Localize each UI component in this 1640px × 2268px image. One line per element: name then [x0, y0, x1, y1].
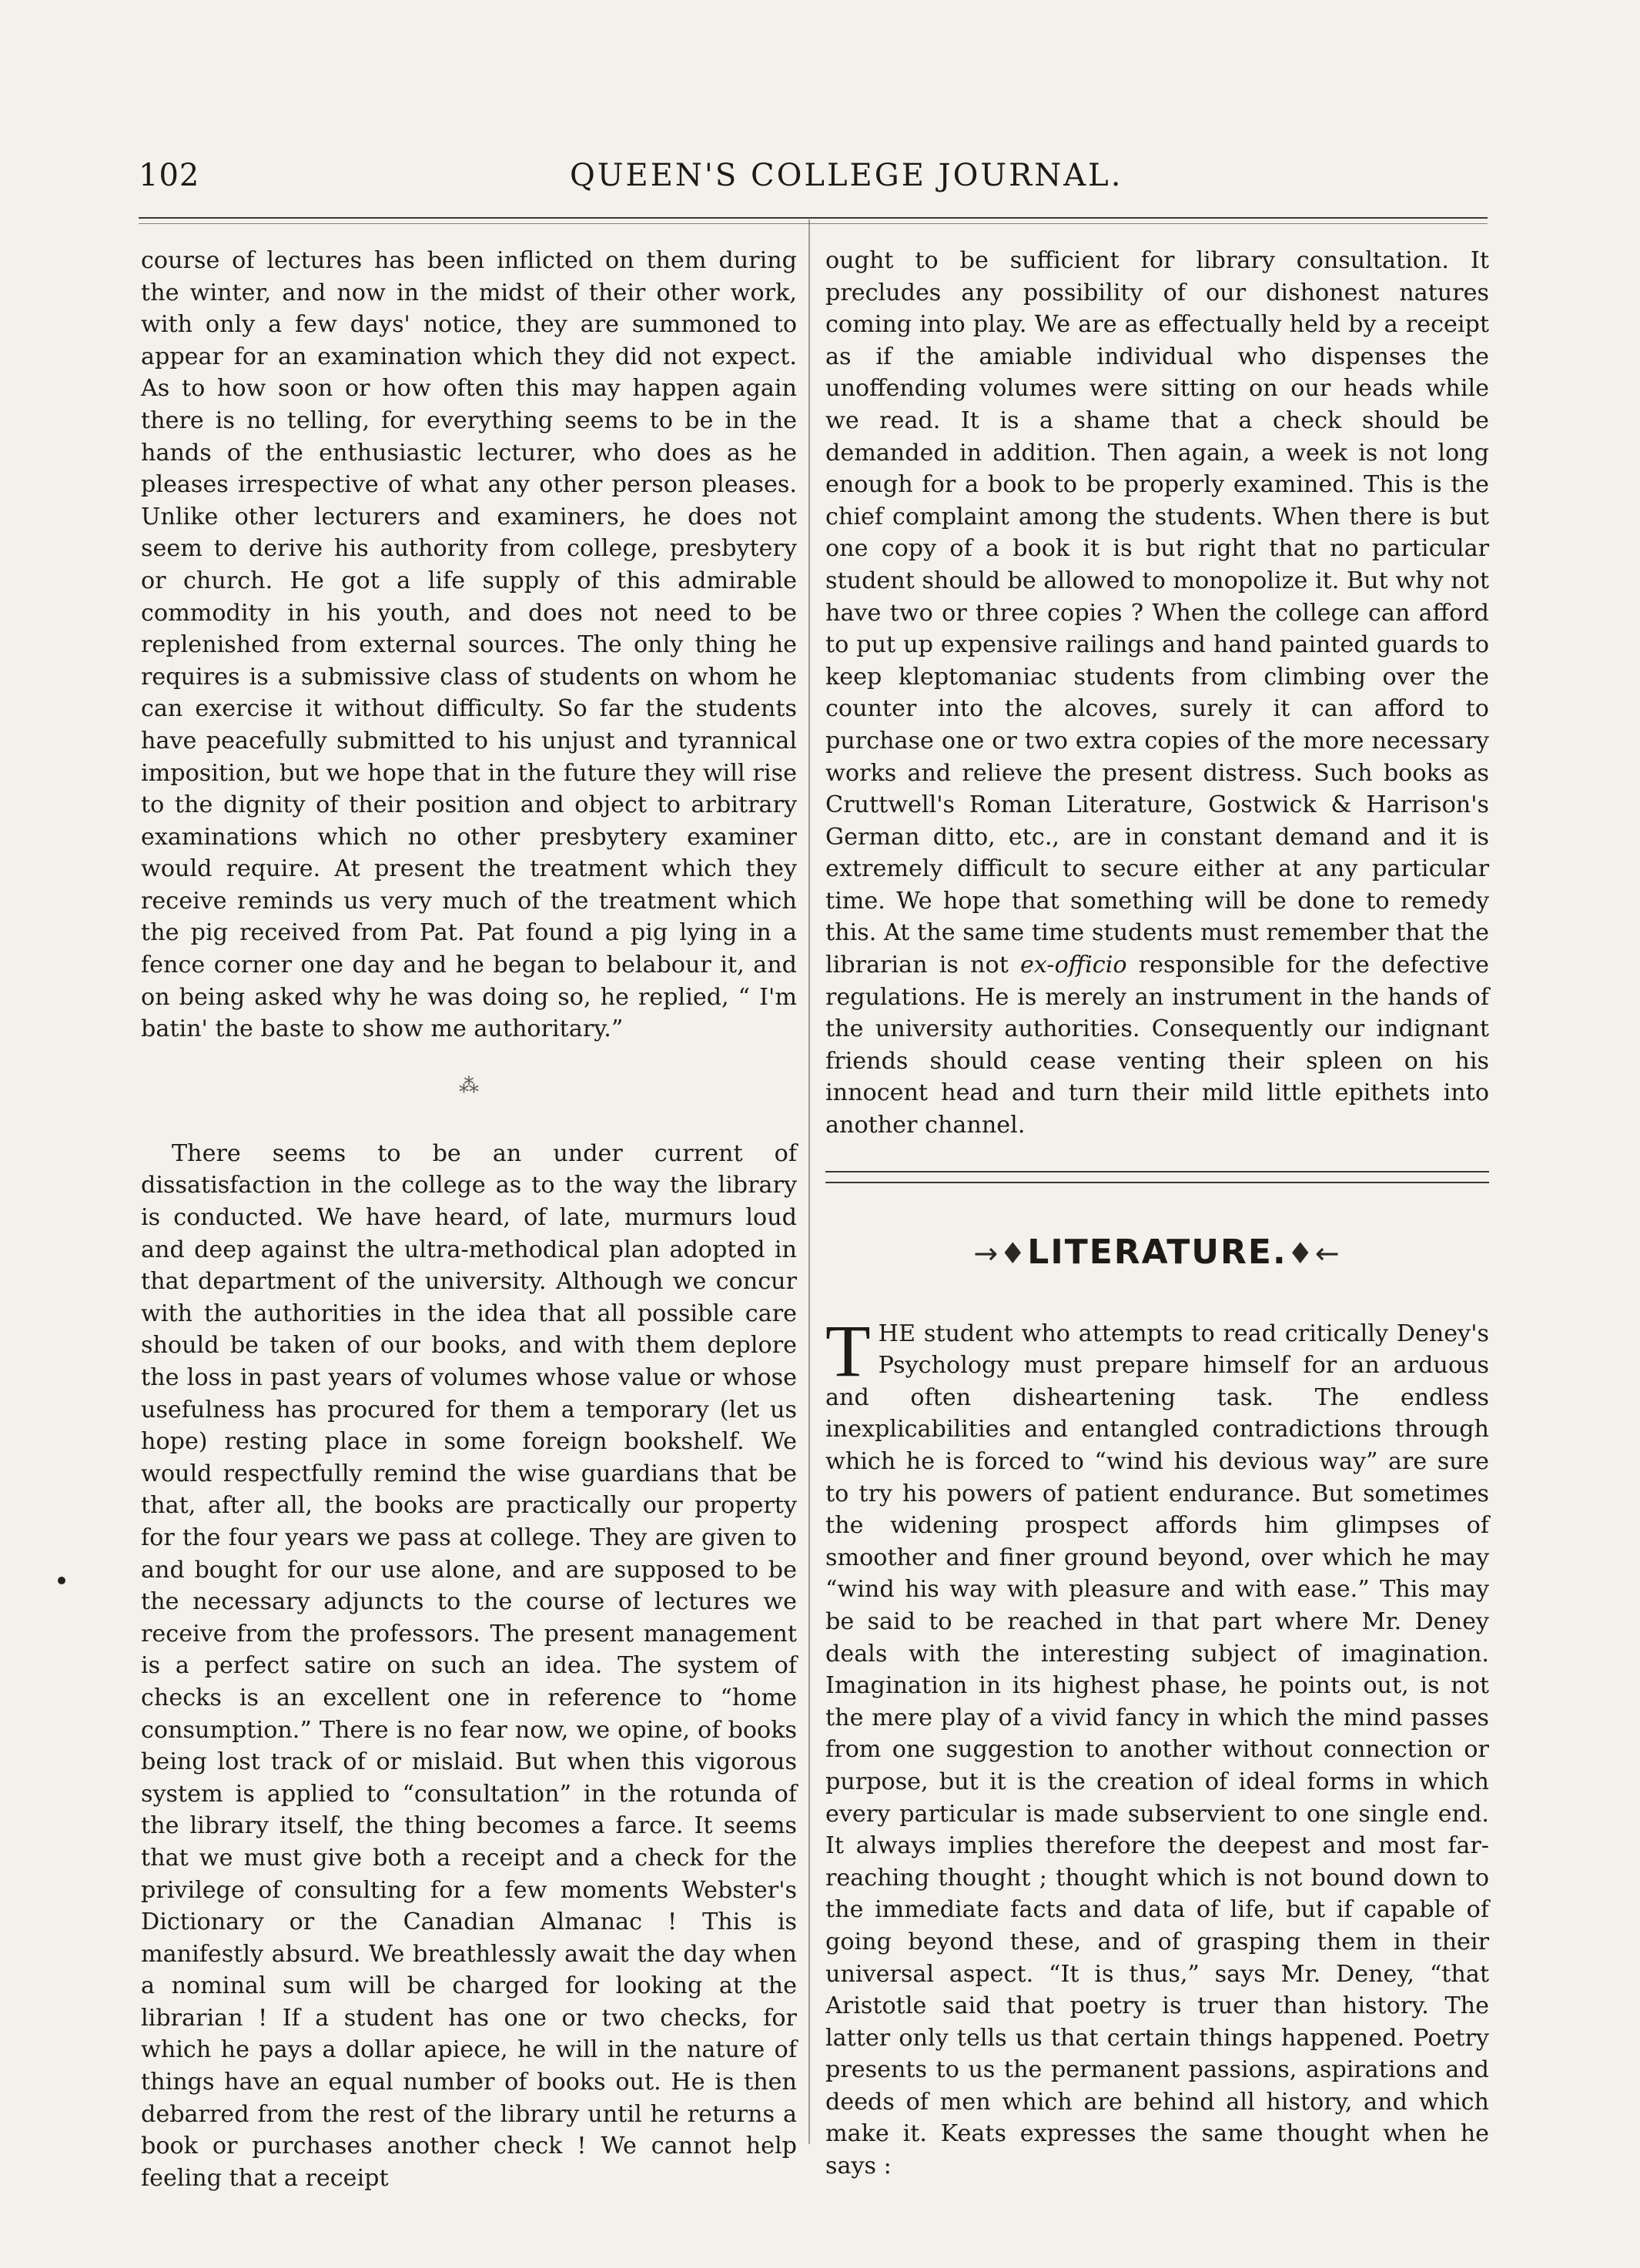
- header-rule-thin: [139, 223, 1488, 224]
- editorial-paragraph-1: course of lectures has been inflicted on them during the winter, and now in the midst of their other work, with only a few days' notice, they are summoned to appear for an examination which they did not expect. As to how soon or how often this may happen again there is no telling, for everything seems to be in the hands of the enthusiastic lecturer, who does as he pleases irrespective of what any other person pleases. Unlike other lecturers and examiners, he does not seem to derive his authority from college, presbytery or church. He got a life supply of this admirable commodity in his youth, and does not need to be replenished from external sources. The only thing he requires is a submissive class of students on whom he can exercise it without difficulty. So far the students have peacefully submitted to his unjust and tyrannical imposition, but we hope that in the future they will rise to the dignity of their position and object to arbitrary examinations which no other presbytery examiner would require. At present the treatment which they receive reminds us very much of the treatment which the pig received from Pat. Pat found a pig lying in a fence corner one day and he began to belabour it, and on being asked why he was doing so, he replied, “ I'm batin' the baste to show me authoritary.”: [141, 247, 797, 1043]
- editorial-paragraph-2: There seems to be an under current of dissatisfaction in the college as to the way the library is conducted. We have heard, of late, murmurs loud and deep against the ultra-methodical plan adopted in that department of the university. Although we concur with the authorities in the idea that all possible care should be taken of our books, and with them deplore the loss in past years of volumes whose value or whose usefulness has procured for them a temporary (let us hope) resting place in some foreign bookshelf. We would respectfully remind the wise guardians that be that, after all, the books are practically our property for the four years we pass at college. They are given to and bought for our use alone, and are supposed to be the necessary adjuncts to the course of lectures we receive from the professors. The present management is a perfect satire on such an idea. The system of checks is an excellent one in reference to “home consumption.” There is no fear now, we opine, of books being lost track of or mislaid. But when this vigorous system is applied to “consultation” in the rotunda of the library itself, the thing becomes a farce. It seems that we must give both a receipt and a check for the privilege of consulting for a few moments Webster's Dictionary or the Canadian Almanac ! This is manifestly absurd. We breathlessly await the day when a nominal sum will be charged for looking at the librarian ! If a student has one or two checks, for which he pays a dollar apiece, he will in the nature of things have an equal number of books out. He is then debarred from the rest of the library until he returns a book or purchases another check ! We cannot help feeling that a receipt: [141, 1139, 797, 2192]
- editorial-text-a: ought to be sufficient for library consultation. It precludes any possibility of our dishonest natures coming into play. We are as effectually held by a receipt as if the amiable individual who dispenses the unoffending volumes were sitting on our heads while we read. It is a shame that a check should be demanded in addition. Then again, a week is not long enough for a book to be properly examined. This is the chief complaint among the students. When there is but one copy of a book it is but right that no particular student should be allowed to monopolize it. But why not have two or three copies ? When the college can afford to put up expensive railings and hand painted guards to keep kleptomaniac students from climbing over the counter into the alcoves, surely it can afford to purchase one or two extra copies of the more necessary works and relieve the present distress. Such books as Cruttwell's Roman Literature, Gostwick & Harrison's German ditto, etc., are in constant demand and it is extremely difficult to secure either at any particular time. We hope that something will be done to remedy this. At the same time students must remember that the librarian is not: [825, 247, 1489, 979]
- editorial-paragraph-continued: [825, 245, 1489, 1142]
- italic-phrase: ex-officio: [1020, 952, 1127, 979]
- literature-heading-text: LITERATURE.: [1027, 1232, 1287, 1272]
- drop-cap: T: [825, 1309, 871, 1392]
- literature-paragraph: [825, 1309, 1489, 2183]
- literature-heading: [825, 1229, 1489, 1276]
- editorial-text-b: responsible for the defective regulations. He is merely an instrument in the hands of the university authorities. Consequently our indignant friends should cease venting their spleen on his innocent head and turn their mild little epithets into another channel.: [825, 952, 1489, 1139]
- left-column: [141, 245, 797, 2194]
- page-header: [139, 158, 1471, 212]
- literature-text: HE student who attempts to read critically Deney's Psychology must prepare himself for an arduous and often disheartening task. The endless inexplicabilities and entangled contradictions through which he is forced to “wind his devious way” are sure to try his powers of patient endurance. But sometimes the widening prospect affords him glimpses of smoother and finer ground beyond, over which he may “wind his way with pleasure and with ease.” This may be said to be reached in that part where Mr. Deney deals with the interesting subject of imagination. Imagination in its highest phase, he points out, is not the mere play of a vivid fancy in which the mind passes from one suggestion to another without connection or purpose, but it is the creation of ideal forms in which every particular is made subservient to one single end. It always implies therefore the deepest and most far-reaching thought ; thought which is not bound down to the immediate facts and data of life, but if capable of going beyond these, and of grasping them in their universal aspect. “It is thus,” says Mr. Deney, “that Aristotle said that poetry is truer than history. The latter only tells us that certain things happened. Poetry presents to us the permanent passions, aspirations and deeds of men which are behind all history, and which make it. Keats expresses the same thought when he says :: [825, 1320, 1489, 2180]
- ornament-right-icon: ♦←: [1287, 1236, 1341, 1270]
- right-column: [825, 245, 1489, 2183]
- ornament-left-icon: →♦: [973, 1236, 1028, 1270]
- page-number: 102: [139, 158, 200, 193]
- section-asterism: ⁂: [459, 1074, 479, 1098]
- margin-mark: [58, 1577, 65, 1584]
- header-rule: [139, 217, 1488, 219]
- column-divider: [808, 219, 810, 2144]
- section-double-rule: [825, 1171, 1489, 1183]
- journal-title: QUEEN'S COLLEGE JOURNAL.: [570, 158, 1123, 193]
